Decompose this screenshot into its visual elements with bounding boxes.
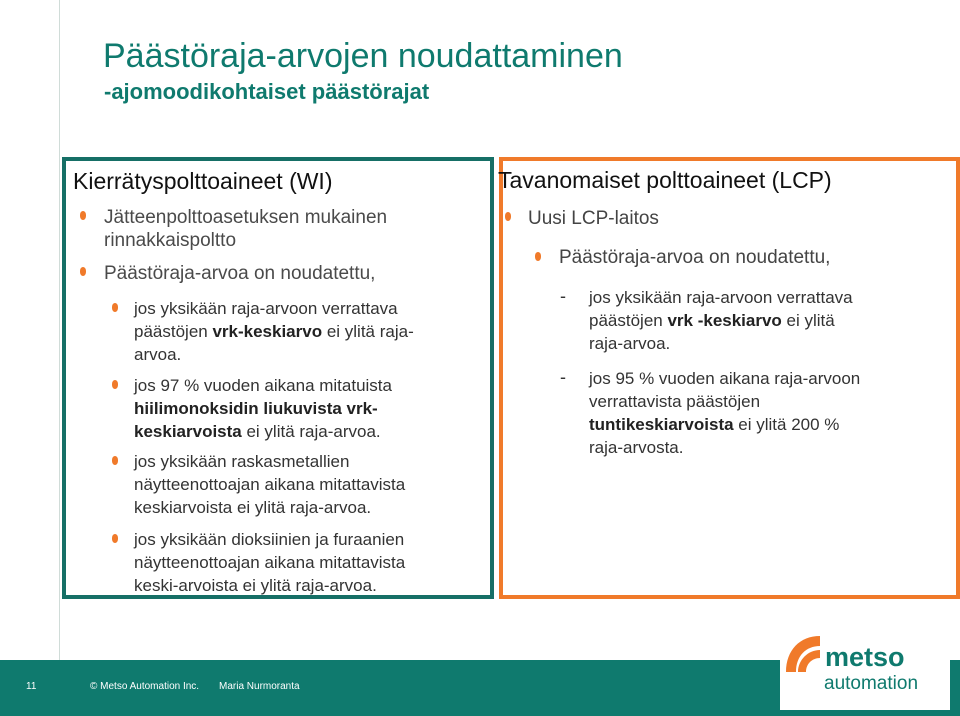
right-panel-heading: Tavanomaiset polttoaineet (LCP) [498, 167, 832, 193]
bullet-icon [80, 211, 86, 220]
slide-number: 11 [26, 681, 37, 692]
right-item-1: Uusi LCP-laitos [528, 208, 659, 229]
author-name: Maria Nurmoranta [219, 681, 300, 692]
right-item-2: Päästöraja-arvoa on noudatettu, [559, 247, 831, 268]
left-margin-strip [0, 0, 60, 716]
slide-title: Päästöraja-arvojen noudattaminen [103, 37, 623, 75]
left-sub-item-2: jos 97 % vuoden aikana mitatuista hiilimonoksidin liukuvista vrk- keskiarvoista ei ylitä raja-arvoa. [134, 376, 392, 441]
dash-marker: - [560, 286, 566, 306]
logo-tagline: automation [824, 673, 919, 694]
bullet-icon [80, 267, 86, 276]
left-sub-item-4: jos yksikään dioksiinien ja furaanien näytteenottoajan aikana mitattavista keski-arvoista ei ylitä raja-arvoa. [134, 530, 406, 595]
right-sub-item-1: jos yksikään raja-arvoon verrattava päästöjen vrk -keskiarvo ei ylitä raja-arvoa. [589, 288, 853, 353]
bullet-icon [112, 456, 118, 465]
left-margin-rule [59, 0, 60, 660]
dash-marker: - [560, 367, 566, 387]
copyright-text: © Metso Automation Inc. [90, 681, 200, 692]
right-sub-item-2: jos 95 % vuoden aikana raja-arvoon verrattavista päästöjen tuntikeskiarvoista ei ylitä 200 % raja-arvosta. [589, 369, 861, 457]
bullet-icon [112, 380, 118, 389]
metso-logo-icon [782, 632, 822, 676]
slide-subtitle: -ajomoodikohtaiset päästörajat [104, 79, 430, 104]
left-sub-item-1: jos yksikään raja-arvoon verrattava päästöjen vrk-keskiarvo ei ylitä raja- arvoa. [134, 299, 414, 364]
left-panel-heading: Kierrätyspolttoaineet (WI) [73, 168, 333, 194]
bullet-icon [505, 212, 511, 221]
logo-wordmark: metso [825, 642, 905, 672]
bullet-icon [535, 252, 541, 261]
bullet-icon [112, 534, 118, 543]
left-item-2: Päästöraja-arvoa on noudatettu, [104, 263, 376, 284]
left-item-1: Jätteenpolttoasetuksen mukainen rinnakkaispoltto [104, 207, 388, 251]
bullet-icon [112, 303, 118, 312]
left-sub-item-3: jos yksikään raskasmetallien näytteenottoajan aikana mitattavista keskiarvoista ei ylitä raja-arvoa. [134, 452, 406, 517]
